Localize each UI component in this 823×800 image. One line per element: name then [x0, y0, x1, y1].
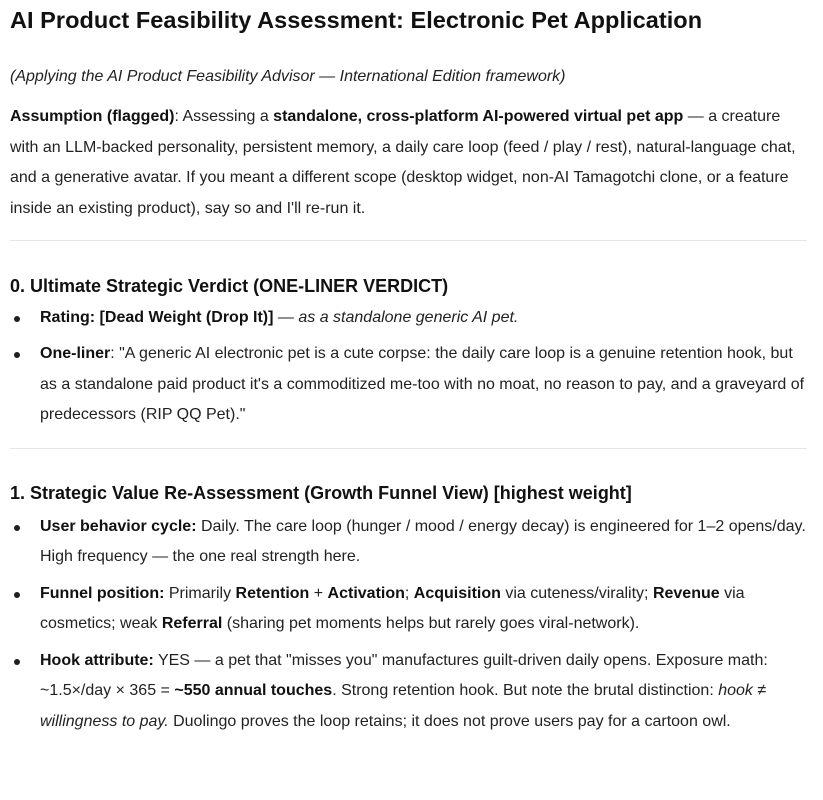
funnel-retention: Retention	[235, 584, 310, 602]
hook-label: Hook attribute:	[40, 651, 154, 669]
funnel-text-5: via cosmetics; weak	[40, 584, 745, 633]
hook-touches: ~550 annual touches	[174, 682, 333, 700]
rating-value: [Dead Weight (Drop It)]	[95, 308, 274, 326]
rating-item	[10, 303, 810, 334]
hook-text-3: Duolingo proves the loop retains; it does not prove users pay for a cartoon owl.	[168, 712, 731, 730]
funnel-activation: Activation	[327, 584, 405, 602]
funnel-text-6: (sharing pet moments helps but rarely goes viral-network).	[222, 615, 640, 633]
behavior-text: Daily. The care loop (hunger / mood / energy decay) is engineered for 1–2 opens/day. High frequency — the one real strength here.	[40, 517, 806, 566]
funnel-referral: Referral	[161, 615, 223, 633]
rating-dash: —	[273, 308, 299, 326]
funnel-text-2: +	[309, 584, 328, 602]
bullet-dot	[14, 352, 20, 358]
assumption-paragraph	[10, 102, 810, 225]
section-divider	[10, 448, 807, 449]
section-0-list	[10, 303, 813, 431]
funnel-text-1: Primarily	[164, 584, 236, 602]
oneliner-label: One-liner	[40, 345, 111, 363]
oneliner-text: : "A generic AI electronic pet is a cute corpse: the daily care loop is a genuine retention hook, but as a standalone paid product it's a commoditized me-too with no moat, no reason to pay, and a graveyard of predecessors (RIP QQ Pet)."	[40, 345, 805, 424]
section-divider	[10, 240, 807, 241]
hook-text-1: YES — a pet that "misses you" manufactures guilt-driven daily opens. Exposure math: ~1.5×/day × 365 =	[40, 651, 768, 700]
section-1-list	[10, 512, 813, 738]
hook-text-2: . Strong retention hook. But note the brutal distinction:	[332, 682, 719, 700]
assumption-text-2: — a creature with an LLM-backed personality, persistent memory, a daily care loop (feed / play / rest), natural-language chat, and a generative avatar. If you meant a different scope (desktop widget, non-AI Tamagotchi clone, or a feature inside an existing product), say so and I'll re-run it.	[10, 108, 796, 218]
section-1-heading: 1. Strategic Value Re-Assessment (Growth Funnel View) [highest weight]	[10, 482, 632, 503]
oneliner-item	[10, 339, 810, 431]
hook-distinction: hook ≠ willingness to pay.	[40, 682, 767, 730]
assumption-label: Assumption (flagged)	[10, 108, 175, 125]
hook-item	[10, 646, 810, 738]
section-0-heading: 0. Ultimate Strategic Verdict (ONE-LINER VERDICT)	[10, 275, 449, 296]
funnel-label: Funnel position:	[40, 584, 165, 602]
bullet-dot	[14, 592, 20, 598]
assumption-sep: :	[174, 108, 183, 125]
assumption-scope: standalone, cross-platform AI-powered virtual pet app	[273, 108, 684, 125]
rating-qualifier: as a standalone generic AI pet.	[298, 308, 519, 326]
behavior-label: User behavior cycle:	[40, 517, 197, 535]
page-title: AI Product Feasibility Assessment: Electronic Pet Application	[10, 7, 703, 33]
rating-label: Rating:	[40, 308, 96, 326]
bullet-dot	[14, 659, 20, 665]
funnel-acquisition: Acquisition	[413, 584, 501, 602]
funnel-revenue: Revenue	[652, 584, 720, 602]
framework-note: (Applying the AI Product Feasibility Advisor — International Edition framework)	[10, 68, 566, 85]
bullet-dot	[14, 316, 20, 322]
funnel-text-3: ;	[404, 584, 414, 602]
bullet-dot	[14, 525, 20, 531]
behavior-item	[10, 512, 810, 573]
assumption-text-1: Assessing a	[182, 108, 274, 125]
funnel-item	[10, 579, 810, 640]
funnel-text-4: via cuteness/virality;	[500, 584, 653, 602]
